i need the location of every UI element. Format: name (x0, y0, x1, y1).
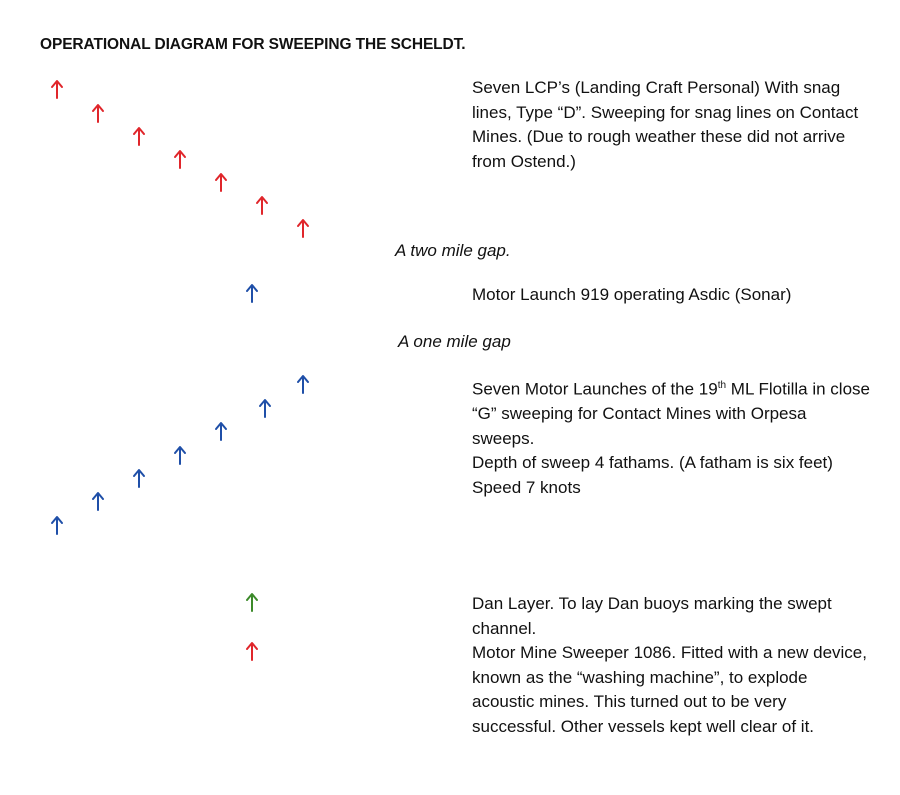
blue-up-arrow-icon (50, 514, 64, 536)
red-up-arrow-icon (296, 217, 310, 239)
page-title: OPERATIONAL DIAGRAM FOR SWEEPING THE SCHELDT. (40, 36, 466, 53)
mine-sweeper-description: Motor Mine Sweeper 1086. Fitted with a new device, known as the “washing machine”, to explode acoustic mines. This turned out to be very successful. Other vessels kept well clear of it. (472, 643, 867, 736)
asdic-launch-description: Motor Launch 919 operating Asdic (Sonar) (472, 285, 792, 304)
blue-up-arrow-icon (173, 444, 187, 466)
red-up-arrow-icon (245, 640, 259, 662)
blue-up-arrow-icon (296, 373, 310, 395)
red-up-arrow-icon (173, 148, 187, 170)
blue-up-arrow-icon (245, 282, 259, 304)
red-up-arrow-icon (214, 171, 228, 193)
red-up-arrow-icon (50, 78, 64, 100)
blue-up-arrow-icon (258, 397, 272, 419)
two-mile-gap-label: A two mile gap. (395, 241, 511, 260)
one-mile-gap-label: A one mile gap (398, 332, 511, 351)
green-up-arrow-icon (245, 591, 259, 613)
dan-layer-description: Dan Layer. To lay Dan buoys marking the swept channel. (472, 594, 832, 638)
red-up-arrow-icon (132, 125, 146, 147)
blue-up-arrow-icon (132, 467, 146, 489)
red-up-arrow-icon (255, 194, 269, 216)
red-up-arrow-icon (91, 102, 105, 124)
blue-up-arrow-icon (91, 490, 105, 512)
ml-flotilla-description: Seven Motor Launches of the 19th ML Flotilla in close “G” sweeping for Contact Mines with Orpesa sweeps. Depth of sweep 4 fathams. (A fatham is six feet) Speed 7 knots (472, 379, 870, 497)
blue-up-arrow-icon (214, 420, 228, 442)
lcp-description: Seven LCP’s (Landing Craft Personal) With snag lines, Type “D”. Sweeping for snag lines on Contact Mines. (Due to rough weather these did not arrive from Ostend.) (472, 78, 859, 171)
